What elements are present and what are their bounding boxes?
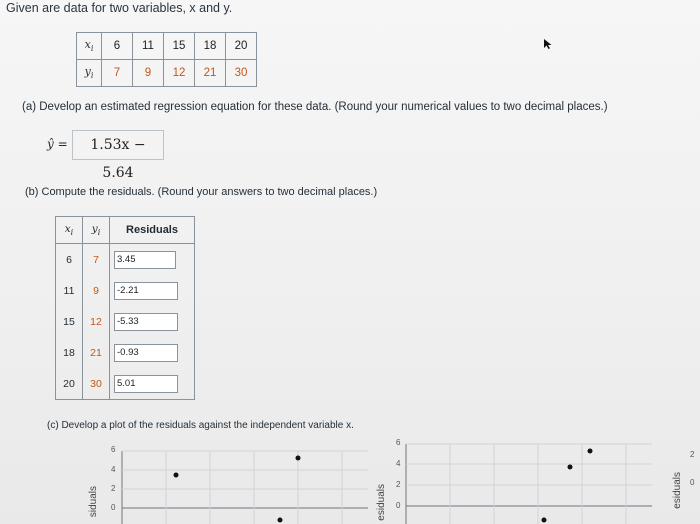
- table-row: [56, 244, 195, 276]
- plot-grid: [78, 442, 368, 524]
- data-table: [76, 32, 257, 87]
- residual-plot-option-1[interactable]: [78, 442, 368, 524]
- y-value: 21: [195, 60, 226, 87]
- tick-label: 2: [690, 450, 695, 459]
- x-value: 11: [133, 33, 164, 60]
- y-value: 9: [133, 60, 164, 87]
- table-row: [56, 306, 195, 337]
- y-header: $y_i$: [77, 60, 102, 87]
- y-axis-title: esiduals: [672, 472, 683, 509]
- part-a-prompt: (a) Develop an estimated regression equation for these data. (Round your numerical values to two decimal places.): [22, 101, 608, 113]
- tick-label: 0: [690, 478, 695, 487]
- regression-answer-field[interactable]: 1.53x − 5.64: [72, 130, 164, 160]
- x-value: 18: [195, 33, 226, 60]
- y-axis-title: esiduals: [376, 484, 387, 521]
- residual-cell: [110, 337, 195, 368]
- x-value: 15: [164, 33, 195, 60]
- x-value: 6: [102, 33, 133, 60]
- x-header: $x_i$: [56, 217, 83, 244]
- y-header: $y_i$: [83, 217, 110, 244]
- plot-grid: [370, 436, 652, 524]
- y-cell: 21: [83, 337, 110, 368]
- tick-label: 6: [111, 445, 116, 454]
- yhat-label: ŷ =: [47, 137, 68, 151]
- x-cell: 6: [56, 244, 83, 276]
- y-row: [77, 60, 257, 87]
- table-row: [56, 275, 195, 306]
- residual-plot-option-2[interactable]: [370, 436, 652, 524]
- x-cell: 15: [56, 306, 83, 337]
- intro-text: Given are data for two variables, x and y.: [6, 1, 233, 15]
- x-cell: 18: [56, 337, 83, 368]
- part-b-prompt: (b) Compute the residuals. (Round your answers to two decimal places.): [25, 186, 378, 198]
- tick-label: 2: [111, 484, 116, 493]
- y-value: 30: [226, 60, 257, 87]
- y-cell: 7: [83, 244, 110, 276]
- residuals-header-row: [56, 217, 195, 244]
- residual-cell: [110, 368, 195, 400]
- data-point: [296, 456, 301, 461]
- x-cell: 11: [56, 275, 83, 306]
- data-point: [588, 449, 593, 454]
- y-value: 12: [164, 60, 195, 87]
- data-point: [278, 518, 283, 523]
- residual-cell: [110, 244, 195, 276]
- residuals-table: [55, 216, 195, 400]
- residuals-header: Residuals: [110, 217, 195, 244]
- residual-input[interactable]: 5.01: [114, 375, 178, 393]
- tick-label: 2: [396, 480, 401, 489]
- residual-input[interactable]: -5.33: [114, 313, 178, 331]
- tick-label: 0: [396, 501, 401, 510]
- y-value: 7: [102, 60, 133, 87]
- mouse-cursor-icon: [543, 38, 553, 53]
- y-cell: 30: [83, 368, 110, 400]
- table-row: [56, 337, 195, 368]
- tick-label: 4: [111, 465, 116, 474]
- tick-label: 4: [396, 459, 401, 468]
- table-row: [56, 368, 195, 400]
- x-row: [77, 33, 257, 60]
- y-cell: 12: [83, 306, 110, 337]
- y-axis-title: siduals: [88, 486, 99, 518]
- residual-cell: [110, 275, 195, 306]
- x-cell: 20: [56, 368, 83, 400]
- data-point: [542, 518, 547, 523]
- residual-input[interactable]: -0.93: [114, 344, 178, 362]
- data-point: [568, 465, 573, 470]
- part-c-prompt: (c) Develop a plot of the residuals against the independent variable x.: [47, 420, 354, 431]
- data-point: [174, 473, 179, 478]
- residual-input[interactable]: -2.21: [114, 282, 178, 300]
- tick-label: 0: [111, 503, 116, 512]
- x-value: 20: [226, 33, 257, 60]
- tick-label: 6: [396, 438, 401, 447]
- residual-input[interactable]: 3.45: [114, 251, 176, 269]
- x-header: $x_i$: [77, 33, 102, 60]
- residual-cell: [110, 306, 195, 337]
- y-cell: 9: [83, 275, 110, 306]
- residual-plot-option-3[interactable]: [664, 440, 700, 524]
